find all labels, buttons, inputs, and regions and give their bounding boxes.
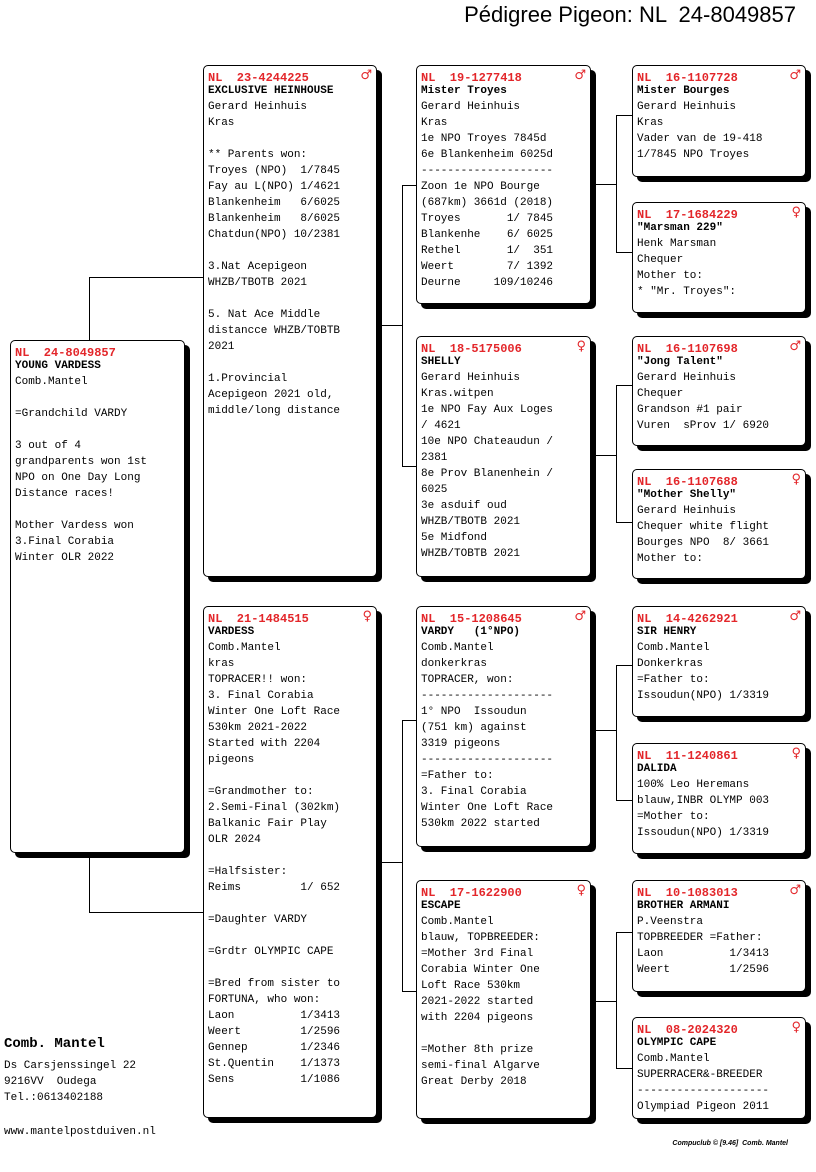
ring-number: NL 18-5175006 xyxy=(421,342,522,356)
connector-line xyxy=(616,115,633,116)
info-line: 1° NPO Issoudun xyxy=(421,706,527,718)
info-line: TOPRACER, won: xyxy=(421,674,514,686)
info-line: 3319 pigeons xyxy=(421,738,501,750)
ring-number: NL 21-1484515 xyxy=(208,612,309,626)
info-line: ** Parents won: xyxy=(208,149,308,161)
info-line: Loft Race 530km xyxy=(421,980,521,992)
info-line: Chequer white flight xyxy=(637,521,770,533)
male-icon: ♂ xyxy=(574,609,586,624)
info-line: =Father to: xyxy=(637,674,710,686)
info-line: * "Mr. Troyes": xyxy=(637,286,737,298)
pigeon-name: "Mother Shelly" xyxy=(637,489,737,501)
info-line: 8e Prov Blanenhein / xyxy=(421,468,554,480)
info-line: Distance races! xyxy=(15,488,115,500)
female-icon: ♀ xyxy=(362,609,372,624)
dam-dam-card xyxy=(416,880,591,1119)
info-line: 6e Blankenheim 6025d xyxy=(421,149,554,161)
male-icon: ♂ xyxy=(360,68,372,83)
connector-line xyxy=(402,991,417,992)
info-line: (751 km) against xyxy=(421,722,527,734)
info-line: 530km 2021-2022 xyxy=(208,722,308,734)
info-line: WHZB/TBOTB 2021 xyxy=(421,516,521,528)
phone-number: Tel.:0613402188 xyxy=(4,1092,104,1104)
sdd-card xyxy=(632,469,806,579)
info-line: =Mother to: xyxy=(637,811,710,823)
connector-line xyxy=(590,730,617,731)
ring-number: NL 08-2024320 xyxy=(637,1023,738,1037)
info-line: middle/long distance xyxy=(208,405,341,417)
female-icon: ♀ xyxy=(791,1020,801,1035)
pigeon-name: SIR HENRY xyxy=(637,626,697,638)
connector-line xyxy=(616,800,633,801)
ring-number: NL 10-1083013 xyxy=(637,886,738,900)
ring-number: NL 15-1208645 xyxy=(421,612,522,626)
info-line: NPO on One Day Long xyxy=(15,472,141,484)
info-line: pigeons xyxy=(208,754,255,766)
info-line: 5e Midfond xyxy=(421,532,488,544)
info-line: P.Veenstra xyxy=(637,916,704,928)
info-line: kras xyxy=(208,658,235,670)
connector-line xyxy=(590,455,617,456)
dam-sire-card xyxy=(416,606,591,847)
connector-line xyxy=(616,115,617,253)
subject-card xyxy=(10,340,185,853)
male-icon: ♂ xyxy=(574,68,586,83)
connector-line xyxy=(616,385,617,523)
info-line: Gerard Heinhuis xyxy=(421,372,521,384)
info-line: Vader van de 19-418 xyxy=(637,133,763,145)
info-line: Chequer xyxy=(637,254,684,266)
info-line: Zoon 1e NPO Bourge xyxy=(421,181,540,193)
info-line: Olympiad Pigeon 2011 xyxy=(637,1101,770,1113)
info-line: =Grandmother to: xyxy=(208,786,314,798)
info-line: 1e NPO Troyes 7845d xyxy=(421,133,547,145)
info-line xyxy=(421,1026,586,1042)
connector-line xyxy=(89,277,90,340)
info-line: Comb.Mantel xyxy=(208,642,281,654)
info-line: =Bred from sister to xyxy=(208,978,341,990)
pigeon-name: VARDESS xyxy=(208,626,255,638)
ring-number: NL 23-4244225 xyxy=(208,71,309,85)
connector-line xyxy=(616,385,633,386)
info-line: Gerard Heinhuis xyxy=(637,372,737,384)
info-line: Comb.Mantel xyxy=(637,1053,710,1065)
info-line: Gerard Heinhuis xyxy=(421,101,521,113)
info-line: 2021-2022 started xyxy=(421,996,534,1008)
address-line: Ds Carsjenssingel 22 xyxy=(4,1060,137,1072)
connector-line xyxy=(616,665,633,666)
info-line xyxy=(15,502,180,518)
ring-number: NL 16-1107728 xyxy=(637,71,738,85)
connector-line xyxy=(402,185,403,467)
info-line: 1e NPO Fay Aux Loges xyxy=(421,404,554,416)
ring-number: NL 16-1107688 xyxy=(637,475,738,489)
info-line: Gerard Heinhuis xyxy=(637,505,737,517)
info-line: =Halfsister: xyxy=(208,866,288,878)
info-line: 6025 xyxy=(421,484,448,496)
connector-line xyxy=(402,720,417,721)
pigeon-name: VARDY (1°NPO) xyxy=(421,626,521,638)
info-line: Laon 1/3413 xyxy=(208,1010,341,1022)
info-line: FORTUNA, who won: xyxy=(208,994,321,1006)
info-line: -------------------- xyxy=(421,690,554,702)
female-icon: ♀ xyxy=(791,472,801,487)
pigeon-name: DALIDA xyxy=(637,763,677,775)
info-line: with 2204 pigeons xyxy=(421,1012,534,1024)
info-line xyxy=(208,291,372,307)
info-line: St.Quentin 1/1373 xyxy=(208,1058,341,1070)
breeder-name: Comb. Mantel xyxy=(4,1036,105,1052)
info-line: Balkanic Fair Play xyxy=(208,818,327,830)
info-line: WHZB/TOBTB 2021 xyxy=(421,548,521,560)
info-line xyxy=(208,848,372,864)
info-line: OLR 2024 xyxy=(208,834,261,846)
male-icon: ♂ xyxy=(789,609,801,624)
male-icon: ♂ xyxy=(789,68,801,83)
dds-card xyxy=(632,880,806,992)
info-line: donkerkras xyxy=(421,658,488,670)
info-line: Troyes (NPO) 1/7845 xyxy=(208,165,341,177)
info-line: Henk Marsman xyxy=(637,238,717,250)
info-line: Great Derby 2018 xyxy=(421,1076,527,1088)
info-line: 3.Nat Acepigeon xyxy=(208,261,308,273)
ssd-card xyxy=(632,202,806,313)
info-line: Bourges NPO 8/ 3661 xyxy=(637,537,770,549)
info-line: 5. Nat Ace Middle xyxy=(208,309,321,321)
connector-line xyxy=(590,184,617,185)
info-line: =Mother 8th prize xyxy=(421,1044,534,1056)
info-line: semi-final Algarve xyxy=(421,1060,540,1072)
info-line xyxy=(208,131,372,147)
info-line: -------------------- xyxy=(421,165,554,177)
ring-number: NL 19-1277418 xyxy=(421,71,522,85)
info-line: TOPBREEDER =Father: xyxy=(637,932,763,944)
dss-card xyxy=(632,606,806,717)
website-link[interactable]: www.mantelpostduiven.nl xyxy=(4,1126,156,1138)
info-line: Mother to: xyxy=(637,553,704,565)
sire-sire-card xyxy=(416,65,591,304)
connector-line xyxy=(376,862,403,863)
info-line: 3. Final Corabia xyxy=(208,690,314,702)
connector-line xyxy=(616,665,617,801)
pigeon-name: ESCAPE xyxy=(421,900,461,912)
info-line: 10e NPO Chateaudun / xyxy=(421,436,554,448)
info-line: 2.Semi-Final (302km) xyxy=(208,802,341,814)
connector-line xyxy=(616,932,633,933)
info-line: 530km 2022 started xyxy=(421,818,540,830)
ring-number: NL 11-1240861 xyxy=(637,749,738,763)
info-line: -------------------- xyxy=(421,754,554,766)
info-line xyxy=(15,422,180,438)
info-line: Gerard Heinhuis xyxy=(637,101,737,113)
connector-line xyxy=(616,522,633,523)
connector-line xyxy=(616,1068,633,1069)
info-line: Weert 1/2596 xyxy=(637,964,770,976)
info-line: WHZB/TBOTB 2021 xyxy=(208,277,308,289)
info-line xyxy=(208,243,372,259)
info-line xyxy=(208,768,372,784)
info-line: Mother to: xyxy=(637,270,704,282)
info-line: Rethel 1/ 351 xyxy=(421,245,554,257)
info-line: Gerard Heinhuis xyxy=(208,101,308,113)
info-line: Kras.witpen xyxy=(421,388,494,400)
info-line: 3 out of 4 xyxy=(15,440,82,452)
info-line: Grandson #1 pair xyxy=(637,404,743,416)
connector-line xyxy=(89,277,204,278)
ddd-card xyxy=(632,1017,806,1119)
pigeon-name: "Jong Talent" xyxy=(637,356,723,368)
ring-number: NL 16-1107698 xyxy=(637,342,738,356)
info-line: Deurne 109/10246 xyxy=(421,277,554,289)
info-line xyxy=(208,355,372,371)
female-icon: ♀ xyxy=(576,339,586,354)
info-line: Winter OLR 2022 xyxy=(15,552,115,564)
info-line: (687km) 3661d (2018) xyxy=(421,197,554,209)
info-line xyxy=(208,960,372,976)
address-line: 9216VV Oudega xyxy=(4,1076,97,1088)
info-line: Winter One Loft Race xyxy=(421,802,554,814)
info-line: Issoudun(NPO) 1/3319 xyxy=(637,690,770,702)
female-icon: ♀ xyxy=(576,883,586,898)
info-line: 2021 xyxy=(208,341,235,353)
info-line: Sens 1/1086 xyxy=(208,1074,341,1086)
info-line: Reims 1/ 652 xyxy=(208,882,341,894)
info-line: Comb.Mantel xyxy=(421,916,494,928)
info-line: Chequer xyxy=(637,388,684,400)
info-line: Comb.Mantel xyxy=(421,642,494,654)
info-line: Mother Vardess won xyxy=(15,520,134,532)
info-line xyxy=(15,390,180,406)
pigeon-name: EXCLUSIVE HEINHOUSE xyxy=(208,85,334,97)
info-line: grandparents won 1st xyxy=(15,456,148,468)
info-line: Vuren sProv 1/ 6920 xyxy=(637,420,770,432)
info-line: Laon 1/3413 xyxy=(637,948,770,960)
info-line: Fay au L(NPO) 1/4621 xyxy=(208,181,341,193)
info-line: 3. Final Corabia xyxy=(421,786,527,798)
info-line: Blankenhe 6/ 6025 xyxy=(421,229,554,241)
male-icon: ♂ xyxy=(789,339,801,354)
info-line: Blankenheim 6/6025 xyxy=(208,197,341,209)
info-line: =Mother 3rd Final xyxy=(421,948,534,960)
ring-number: NL 14-4262921 xyxy=(637,612,738,626)
info-line: Comb.Mantel xyxy=(637,642,710,654)
info-line: =Father to: xyxy=(421,770,494,782)
info-line: -------------------- xyxy=(637,1085,770,1097)
info-line: Issoudun(NPO) 1/3319 xyxy=(637,827,770,839)
info-line: Corabia Winter One xyxy=(421,964,540,976)
info-line: Winter One Loft Race xyxy=(208,706,341,718)
connector-line xyxy=(89,853,90,913)
connector-line xyxy=(616,932,617,1069)
info-line: Weert 7/ 1392 xyxy=(421,261,554,273)
ring-number: NL 24-8049857 xyxy=(15,346,116,360)
pigeon-name: YOUNG VARDESS xyxy=(15,360,101,372)
pigeon-name: OLYMPIC CAPE xyxy=(637,1037,717,1049)
dsd-card xyxy=(632,743,806,854)
info-line: Gennep 1/2346 xyxy=(208,1042,341,1054)
ring-number: NL 17-1622900 xyxy=(421,886,522,900)
info-line: Started with 2204 xyxy=(208,738,321,750)
info-line: =Grdtr OLYMPIC CAPE xyxy=(208,946,334,958)
info-line: Acepigeon 2021 old, xyxy=(208,389,334,401)
info-line: 1.Provincial xyxy=(208,373,288,385)
pigeon-name: SHELLY xyxy=(421,356,461,368)
info-line: blauw, TOPBREEDER: xyxy=(421,932,540,944)
info-line: Chatdun(NPO) 10/2381 xyxy=(208,229,341,241)
info-line xyxy=(208,896,372,912)
connector-line xyxy=(89,912,204,913)
info-line: 1/7845 NPO Troyes xyxy=(637,149,750,161)
info-line: Kras xyxy=(637,117,664,129)
connector-line xyxy=(402,185,417,186)
page-title: Pédigree Pigeon: NL 24-8049857 xyxy=(464,2,796,27)
sire-card xyxy=(203,65,377,577)
info-line: TOPRACER!! won: xyxy=(208,674,308,686)
pigeon-name: Mister Bourges xyxy=(637,85,730,97)
info-line: Weert 1/2596 xyxy=(208,1026,341,1038)
sds-card xyxy=(632,336,806,446)
info-line xyxy=(208,928,372,944)
connector-line xyxy=(590,1001,617,1002)
pigeon-name: Mister Troyes xyxy=(421,85,507,97)
info-line: =Daughter VARDY xyxy=(208,914,308,926)
sss-card xyxy=(632,65,806,177)
info-line: Comb.Mantel xyxy=(15,376,88,388)
info-line: =Grandchild VARDY xyxy=(15,408,128,420)
info-line: Kras xyxy=(208,117,235,129)
info-line: SUPERRACER&-BREEDER xyxy=(637,1069,763,1081)
info-line: distancce WHZB/TOBTB xyxy=(208,325,341,337)
info-line: Donkerkras xyxy=(637,658,704,670)
connector-line xyxy=(402,466,417,467)
info-line: 2381 xyxy=(421,452,448,464)
pigeon-name: BROTHER ARMANI xyxy=(637,900,730,912)
info-line: 3.Final Corabia xyxy=(15,536,115,548)
male-icon: ♂ xyxy=(789,883,801,898)
connector-line xyxy=(616,252,633,253)
software-credit: Compuclub © [9.46] Comb. Mantel xyxy=(672,1140,788,1147)
connector-line xyxy=(402,720,403,992)
info-line: blauw,INBR OLYMP 003 xyxy=(637,795,770,807)
sire-dam-card xyxy=(416,336,591,577)
info-line: Kras xyxy=(421,117,448,129)
info-line: / 4621 xyxy=(421,420,461,432)
info-line: Blankenheim 8/6025 xyxy=(208,213,341,225)
ring-number: NL 17-1684229 xyxy=(637,208,738,222)
info-line: Troyes 1/ 7845 xyxy=(421,213,554,225)
female-icon: ♀ xyxy=(791,205,801,220)
info-line: 3e asduif oud xyxy=(421,500,507,512)
info-line: 100% Leo Heremans xyxy=(637,779,750,791)
pigeon-name: "Marsman 229" xyxy=(637,222,723,234)
female-icon: ♀ xyxy=(791,746,801,761)
connector-line xyxy=(376,325,403,326)
dam-card xyxy=(203,606,377,1118)
